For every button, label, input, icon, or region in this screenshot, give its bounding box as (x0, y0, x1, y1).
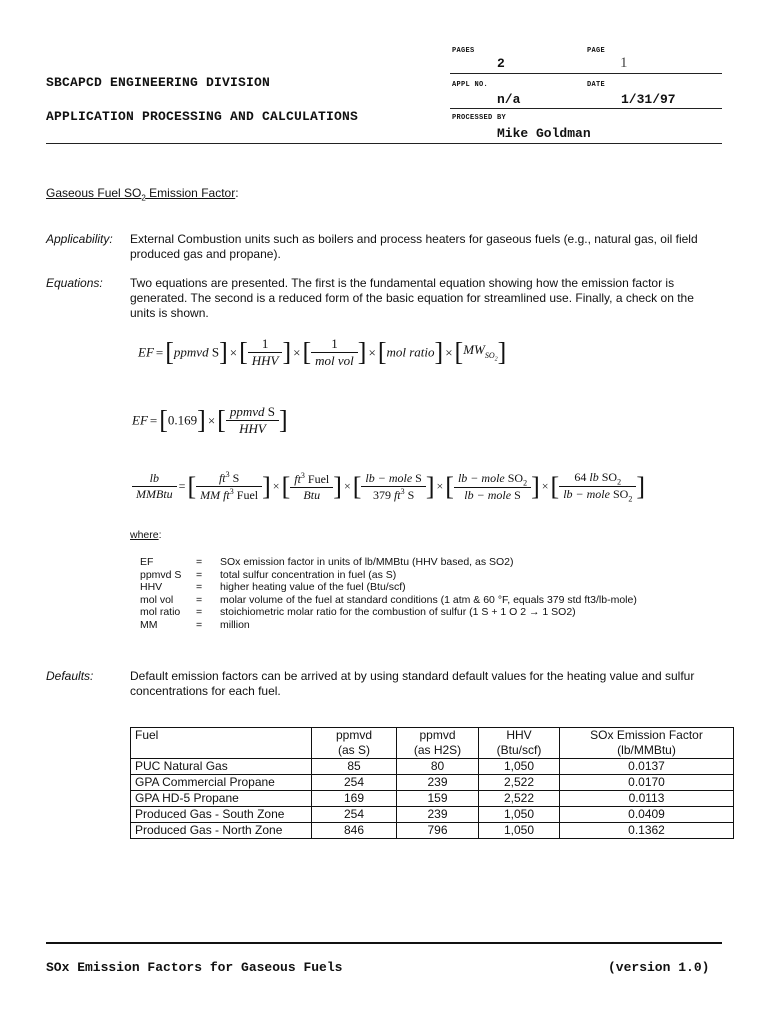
processed-label: PROCESSED BY (452, 114, 507, 122)
applicability-label: Applicability: (46, 232, 113, 246)
footer-rule (46, 942, 722, 944)
cell-hhv: 1,050 (479, 759, 560, 775)
fuel-table (130, 727, 734, 839)
processed-value: Mike Goldman (497, 126, 591, 141)
header-ppmvd-h2s: ppmvd (as H2S) (397, 728, 479, 759)
definition-row: EF = SOx emission factor in units of lb/MMBtu (HHV based, as SO2) (140, 556, 514, 568)
cell-ppmvd-h2s: 239 (397, 807, 479, 823)
section-title: Gaseous Fuel $SO_2$ Emission Factor: (46, 186, 239, 203)
equation-3-units: $\frac{lb}{\text{MMBtu}}$ =[ $\frac{ft^3 S}{MM ft^3 Fuel}$ ] ×[ $\frac{ft^3 Fuel}{\text{Btu}}$ ] ×[ $\frac{\text{lb − mole S}}{379 ft^3 S}$ ] ×[ $\frac{lb - mole SO_2}{\text{lb − mole S}}$ ] ×[ $\frac{64 lb SO_2}{lb - mole SO_2}$ ] (132, 470, 645, 504)
appl-value: n/a (497, 92, 521, 107)
table-row (131, 823, 734, 839)
fuel-table-wrap (130, 727, 734, 839)
cell-ppmvd-h2s: 239 (397, 775, 479, 791)
cell-ppmvd-s: 846 (312, 823, 397, 839)
equation-1: EF =[ppmvd S] ×[ $\frac{1}{\text{HHV}}$ ] ×[ $\frac{1}{\text{mol vol}}$ ] ×[mol ratio] $\times[MW_{SO_2}]$ (138, 336, 507, 368)
header-ppmvd-s: ppmvd (as S) (312, 728, 397, 759)
header-rule-2 (450, 108, 722, 109)
definition-row: ppmvd S = total sulfur concentration in fuel (as S) (140, 568, 397, 581)
cell-fuel: Produced Gas - North Zone (131, 823, 312, 839)
header-fuel: Fuel (131, 728, 312, 759)
cell-hhv: 1,050 (479, 807, 560, 823)
table-row (131, 775, 734, 791)
header-emission-factor: SOx Emission Factor (lb/MMBtu) (560, 728, 734, 759)
cell-emission-factor: 0.1362 (560, 823, 734, 839)
defaults-text: Default emission factors can be arrived at by using standard default values for the heating value and sulfur concentrations for each fuel. (130, 669, 695, 698)
definition-row: HHV = higher heating value of the fuel (Btu/scf) (140, 581, 406, 593)
org-name: SBCAPCD ENGINEERING DIVISION (46, 75, 271, 90)
pages-label: PAGES (452, 47, 475, 55)
cell-fuel: GPA Commercial Propane (131, 775, 312, 791)
page-label: PAGE (587, 47, 606, 55)
cell-hhv: 2,522 (479, 791, 560, 807)
cell-hhv: 2,522 (479, 775, 560, 791)
footer-title: SOx Emission Factors for Gaseous Fuels (46, 960, 343, 975)
cell-ppmvd-s: 169 (312, 791, 397, 807)
applicability-text: External Combustion units such as boilers and process heaters for gaseous fuels (e.g., natural gas, oil field produced gas and propane). (130, 232, 698, 261)
equation-2: EF =[0.169] ×[ $\frac{\text{ppmvd S}}{\text{HHV}}$ ] (132, 404, 288, 436)
definition-row: mol vol = molar volume of the fuel at standard conditions (1 atm & 60 °F, equals 379 std ft3/lb-mole) (140, 593, 637, 606)
cell-emission-factor: 0.0137 (560, 759, 734, 775)
page-value: 1 (620, 55, 628, 71)
table-row (131, 759, 734, 775)
where-label: where: (130, 529, 162, 541)
cell-emission-factor: 0.0409 (560, 807, 734, 823)
table-row (131, 807, 734, 823)
table-row (131, 791, 734, 807)
header-hhv: HHV (Btu/scf) (479, 728, 560, 759)
definition-row: MM = million (140, 618, 250, 631)
cell-ppmvd-h2s: 80 (397, 759, 479, 775)
pages-value: 2 (497, 56, 505, 71)
date-value: 1/31/97 (621, 92, 676, 107)
definition-row: mol ratio = stoichiometric molar ratio for the combustion of sulfur (1 S + 1 O 2 → 1 SO2) (140, 606, 576, 618)
cell-ppmvd-h2s: 796 (397, 823, 479, 839)
cell-fuel: Produced Gas - South Zone (131, 807, 312, 823)
equations-label: Equations: (46, 276, 103, 290)
definitions-list (140, 556, 637, 631)
header-rule-main (46, 143, 722, 144)
cell-fuel: PUC Natural Gas (131, 759, 312, 775)
defaults-label: Defaults: (46, 669, 94, 683)
form-title: APPLICATION PROCESSING AND CALCULATIONS (46, 109, 359, 124)
appl-label: APPL NO. (452, 81, 489, 89)
cell-emission-factor: 0.0113 (560, 791, 734, 807)
cell-fuel: GPA HD-5 Propane (131, 791, 312, 807)
header-rule-1 (450, 73, 722, 74)
cell-hhv: 1,050 (479, 823, 560, 839)
cell-ppmvd-h2s: 159 (397, 791, 479, 807)
cell-ppmvd-s: 254 (312, 775, 397, 791)
cell-ppmvd-s: 254 (312, 807, 397, 823)
footer-version: (version 1.0) (608, 960, 710, 975)
date-label: DATE (587, 81, 606, 89)
cell-emission-factor: 0.0170 (560, 775, 734, 791)
equations-text: Two equations are presented. The first is the fundamental equation showing how the emission factor is generated. The second is a reduced form of the basic equation for streamlined use. Finally, a check on the units is shown. (130, 276, 694, 320)
cell-ppmvd-s: 85 (312, 759, 397, 775)
table-header-row (131, 728, 734, 759)
